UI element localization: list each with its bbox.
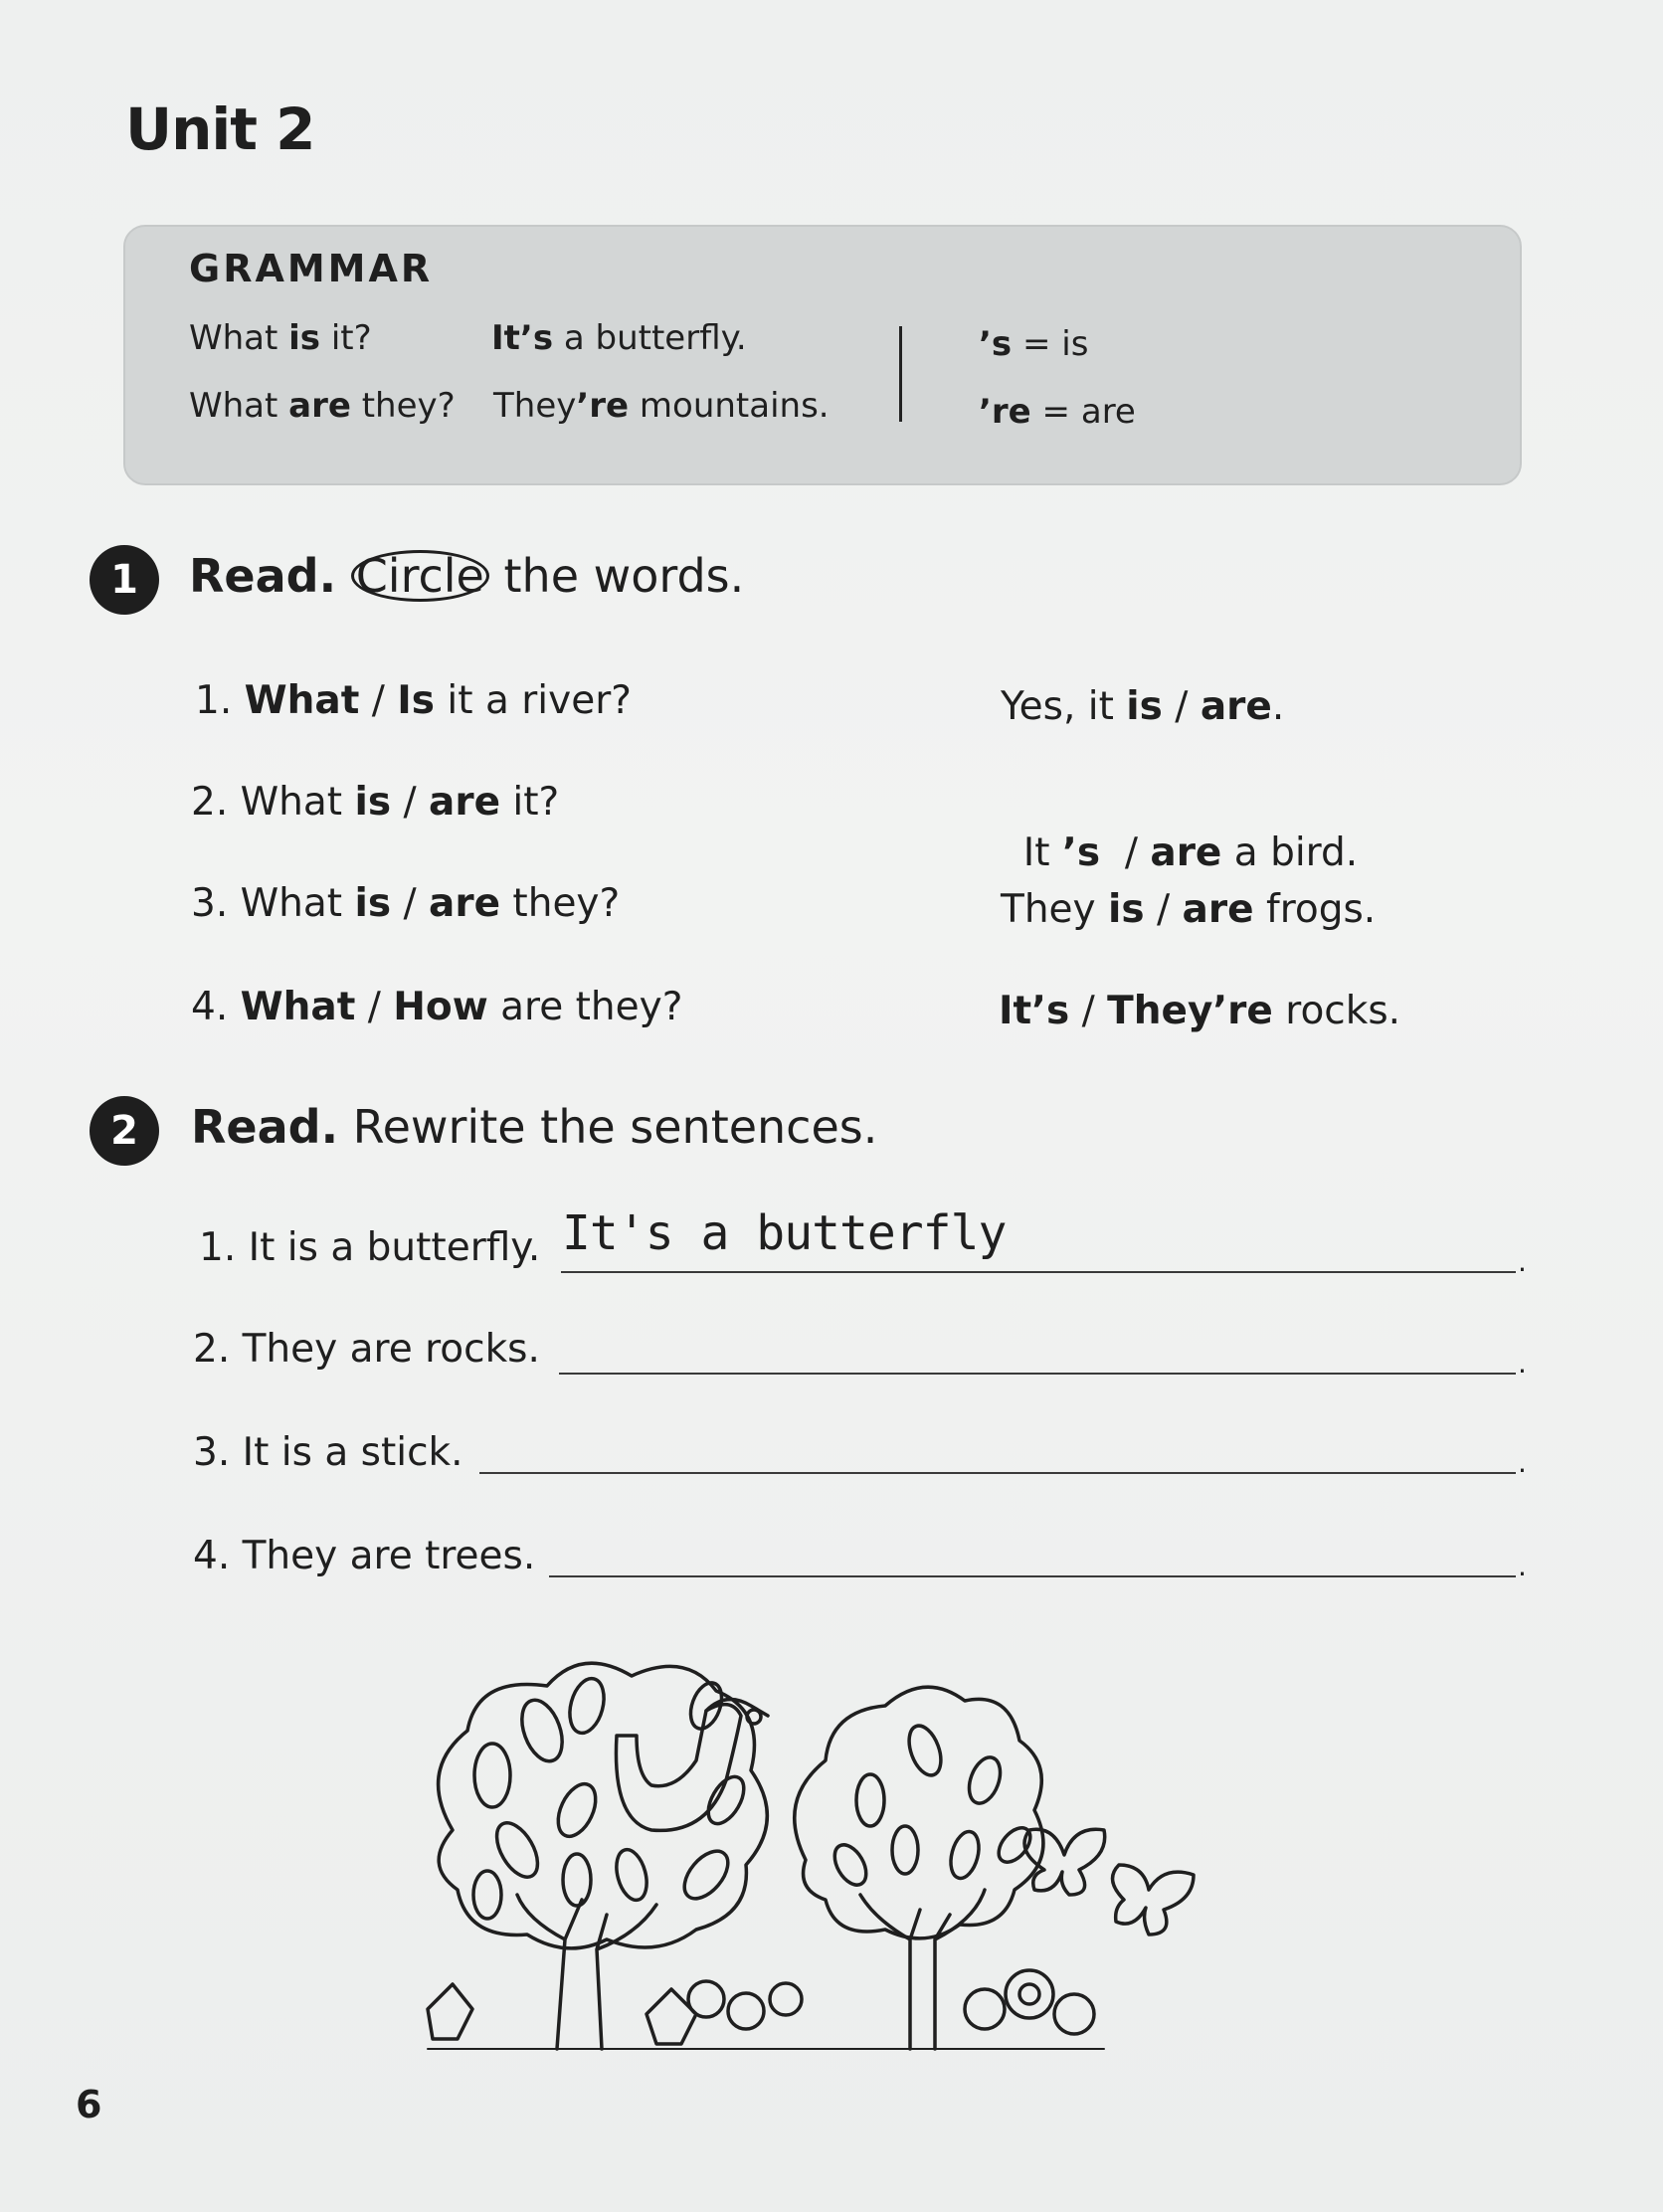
ex2-period-1: . bbox=[1518, 1245, 1527, 1278]
ex1-question-1[interactable]: 1. What / Is it a river? bbox=[195, 678, 632, 723]
ex1-question-3[interactable]: 3. What is / are they? bbox=[191, 881, 621, 926]
ex2-period-2: . bbox=[1518, 1347, 1527, 1380]
grammar-answer-2: They’re mountains. bbox=[493, 386, 830, 426]
leaf bbox=[514, 1695, 570, 1766]
ex2-period-4: . bbox=[1518, 1550, 1527, 1582]
grammar-question-1: What is it? bbox=[189, 318, 372, 358]
exercise-2-instruction: Read. Rewrite the sentences. bbox=[191, 1100, 878, 1154]
ex1-answer-4[interactable]: It’s / They’re rocks. bbox=[999, 989, 1401, 1033]
exercise-2-badge: 2 bbox=[90, 1096, 159, 1166]
leaf bbox=[612, 1846, 652, 1903]
ex2-prompt-1: 1. It is a butterfly. bbox=[199, 1225, 541, 1270]
unit-title: Unit 2 bbox=[125, 95, 315, 163]
leaf bbox=[892, 1826, 918, 1874]
leaf bbox=[946, 1828, 984, 1881]
grammar-divider bbox=[899, 326, 902, 422]
leaf bbox=[676, 1843, 737, 1906]
ex2-answer-line-1[interactable] bbox=[561, 1271, 1516, 1273]
ex2-answer-1-handwriting: It's a butterfly bbox=[562, 1205, 1007, 1261]
leaf bbox=[903, 1722, 947, 1779]
ex2-answer-line-3[interactable] bbox=[479, 1472, 1516, 1474]
leaf bbox=[829, 1839, 873, 1890]
contraction-are: ’re = are bbox=[979, 392, 1136, 432]
leaf bbox=[856, 1774, 884, 1826]
leaf bbox=[564, 1675, 609, 1737]
leaf bbox=[964, 1753, 1007, 1808]
right-trunk bbox=[860, 1890, 985, 2049]
flower-round bbox=[1054, 1994, 1094, 2034]
leaf bbox=[563, 1854, 591, 1906]
grammar-answer-1: It’s a butterfly. bbox=[491, 318, 747, 358]
flower-round bbox=[1006, 1970, 1053, 2018]
exercise-1-instruction: Read. Circle the words. bbox=[189, 549, 745, 603]
contraction-is: ’s = is bbox=[979, 324, 1089, 364]
flower-center bbox=[1019, 1984, 1039, 2004]
ex2-prompt-2: 2. They are rocks. bbox=[193, 1327, 540, 1372]
flower bbox=[770, 1983, 802, 2015]
ex2-period-3: . bbox=[1518, 1446, 1527, 1479]
left-trunk bbox=[517, 1895, 656, 2049]
page-number: 6 bbox=[76, 2083, 102, 2126]
grammar-heading: GRAMMAR bbox=[189, 247, 434, 290]
circle-word: Circle bbox=[351, 550, 489, 602]
ex1-question-2[interactable]: 2. What is / are it? bbox=[191, 780, 560, 825]
flower-star bbox=[428, 1984, 472, 2039]
ex1-question-4[interactable]: 4. What / How are they? bbox=[191, 985, 683, 1029]
butterfly bbox=[1024, 1829, 1105, 1895]
ex2-prompt-4: 4. They are trees. bbox=[193, 1534, 536, 1578]
ex2-answer-line-2[interactable] bbox=[559, 1373, 1516, 1375]
ex1-answer-2[interactable]: It ’s / are a bird. bbox=[1022, 830, 1359, 875]
ex1-answer-1[interactable]: Yes, it is / are. bbox=[1001, 684, 1285, 729]
leaf bbox=[474, 1744, 510, 1807]
ex2-prompt-3: 3. It is a stick. bbox=[193, 1430, 463, 1475]
flower bbox=[728, 1993, 764, 2029]
bird-body bbox=[616, 1705, 741, 1831]
ex2-answer-line-4[interactable] bbox=[549, 1575, 1516, 1577]
ex1-answer-3[interactable]: They is / are frogs. bbox=[1001, 887, 1377, 932]
leaf bbox=[473, 1871, 501, 1919]
flower-round bbox=[965, 1989, 1005, 2029]
grammar-question-2: What are they? bbox=[189, 386, 456, 426]
butterfly bbox=[1113, 1865, 1194, 1935]
trees-illustration bbox=[408, 1651, 1223, 2059]
leaf bbox=[488, 1816, 546, 1884]
leaf bbox=[551, 1778, 604, 1842]
exercise-1-badge: 1 bbox=[90, 545, 159, 615]
